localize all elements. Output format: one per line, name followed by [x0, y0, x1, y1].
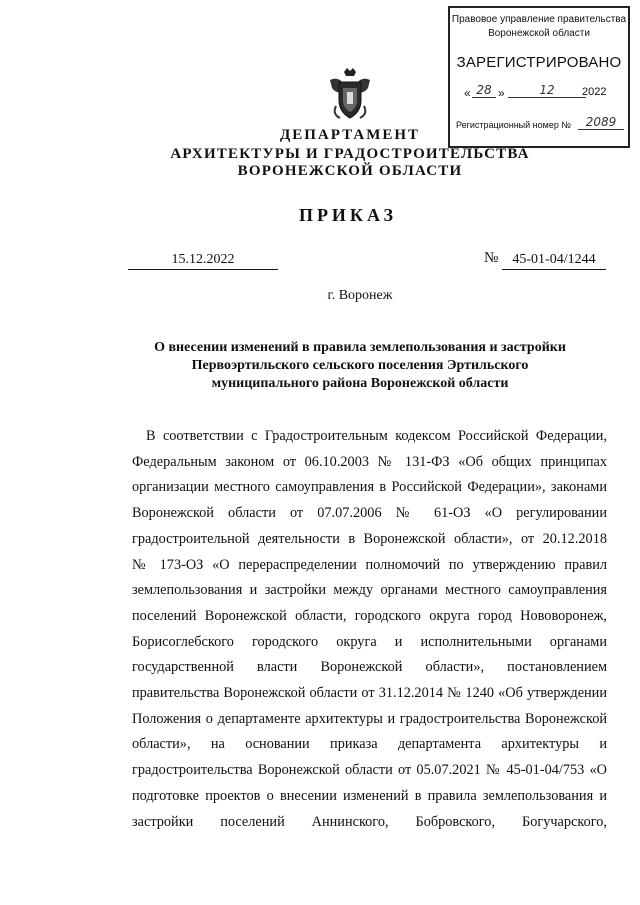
- body-line: градостроительства Воронежской области от 05.07.2021 № 45-01-04/753 «О: [132, 762, 607, 779]
- order-title-line3: муниципального района Воронежской области: [211, 376, 509, 391]
- stamp-status: ЗАРЕГИСТРИРОВАНО: [456, 54, 622, 71]
- document-type: ПРИКАЗ: [298, 205, 398, 225]
- document-number: 45-01-04/1244: [502, 252, 606, 270]
- city: г. Воронеж: [327, 288, 393, 303]
- number-sign: №: [484, 250, 499, 266]
- body-line: Борисоглебского городского округа и исполнительными органами: [132, 633, 607, 650]
- body-line: Федеральным законом от 06.10.2003 № 131-ФЗ «Об общих принципах: [132, 453, 607, 470]
- body-line: градостроительной деятельности в Воронежской области», от 20.12.2018: [132, 530, 607, 547]
- stamp-date-month: 12: [508, 83, 586, 98]
- body-line: землепользования и застройки между органами местного самоуправления: [132, 582, 607, 599]
- body-line: В соответствии с Градостроительным кодексом Российской Федерации,: [146, 428, 607, 444]
- body-line: поселений Воронежской области, городского округа город Нововоронеж,: [132, 607, 607, 624]
- body-line: организации местного самоуправления в Российской Федерации», законами: [132, 479, 607, 496]
- department-title-line3: ВОРОНЕЖСКОЙ ОБЛАСТИ: [237, 163, 463, 179]
- order-title-line2: Первоэртильского сельского поселения Эртильского: [191, 358, 529, 373]
- department-title-line2: АРХИТЕКТУРЫ И ГРАДОСТРОИТЕЛЬСТВА: [170, 146, 530, 162]
- stamp-org-line1: Правовое управление правительства: [451, 14, 627, 25]
- stamp-date-day: 28: [472, 83, 496, 98]
- body-line: правительства Воронежской области от 31.12.2014 № 1240 «Об утверждении: [132, 685, 607, 701]
- body-line: области», на основании приказа департамента архитектуры и: [132, 736, 607, 753]
- order-title-line1: О внесении изменений в правила землепользования и застройки: [154, 340, 566, 355]
- stamp-date-year: 2022: [582, 86, 607, 98]
- stamp-org-line2: Воронежской области: [488, 28, 590, 39]
- stamp-reg-label: Регистрационный номер №: [456, 120, 572, 130]
- stamp-reg-number: 2089: [578, 115, 624, 130]
- department-title-line1: ДЕПАРТАМЕНТ: [279, 127, 421, 143]
- body-line: Положения о департаменте архитектуры и градостроительства Воронежской: [132, 710, 607, 727]
- body-line: № 173-ОЗ «О перераспределении полномочий по утверждению правил: [132, 556, 607, 573]
- coat-of-arms-icon: [328, 66, 372, 122]
- body-line: государственной власти Воронежской области», постановлением: [132, 659, 607, 676]
- document-date: 15.12.2022: [128, 252, 278, 270]
- body-line: застройки поселений Аннинского, Бобровского, Богучарского,: [132, 813, 607, 830]
- body-line: подготовке проектов о внесении изменений в правила землепользования и: [132, 787, 607, 804]
- body-line: Воронежской области от 07.07.2006 № 61-ОЗ «О регулировании: [132, 505, 607, 522]
- stamp-date: « 28 » 12 2022: [464, 83, 607, 100]
